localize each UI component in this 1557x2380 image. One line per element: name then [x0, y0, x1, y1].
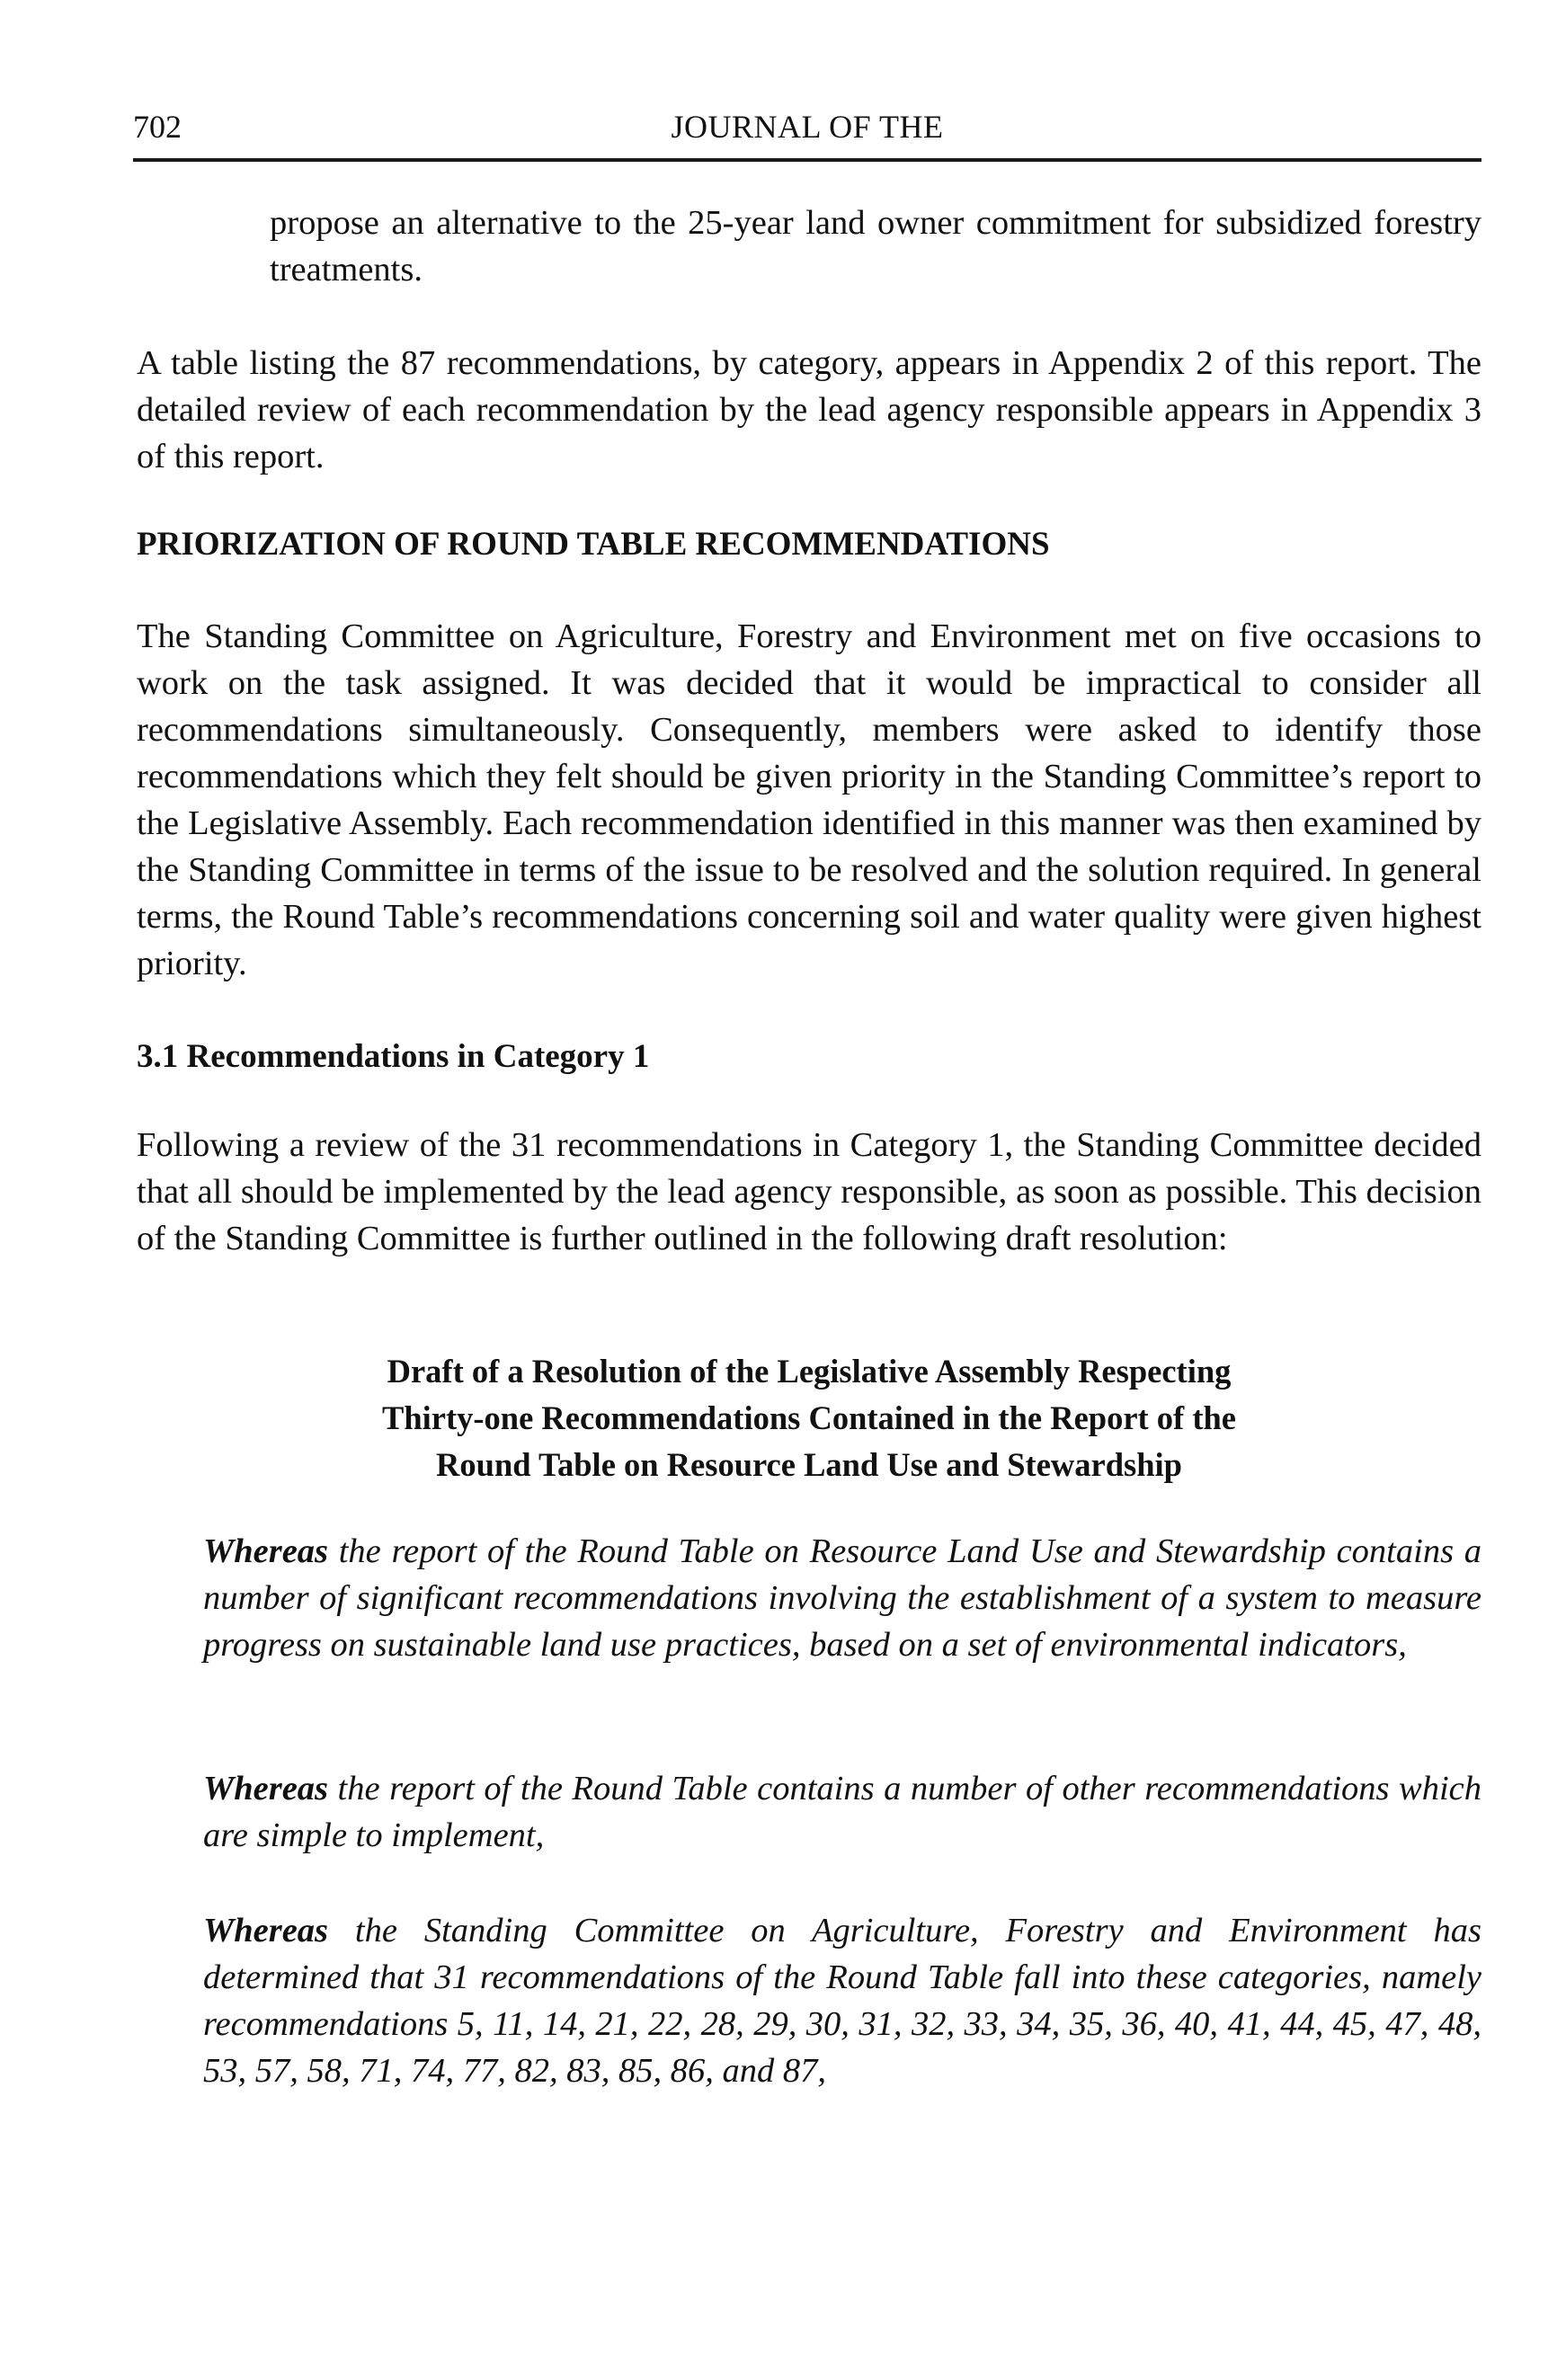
- running-head: JOURNAL OF THE: [671, 109, 944, 145]
- whereas-text: the report of the Round Table on Resource Land Use and Stewardship contains a number of significant recommendations involving the establishment of a system to measure progress on sustainable land use practices, based on a set of environmental indicators,: [203, 1532, 1481, 1664]
- resolution-title-line-1: Draft of a Resolution of the Legislative Assembly Respecting: [387, 1353, 1232, 1390]
- resolution-title-line-2: Thirty-one Recommendations Contained in the Report of the: [382, 1399, 1236, 1436]
- whereas-keyword: Whereas: [203, 1912, 329, 1949]
- whereas-clause-2: [203, 1765, 1481, 1859]
- intro-continuation: propose an alternative to the 25-year land owner commitment for subsidized forestry treatments.: [270, 204, 1481, 289]
- whereas-keyword: Whereas: [203, 1770, 329, 1807]
- whereas-clause-3: [203, 1907, 1481, 2094]
- resolution-title-line-3: Round Table on Resource Land Use and Stewardship: [436, 1446, 1182, 1483]
- page-header: [133, 108, 1481, 162]
- appendix-paragraph: A table listing the 87 recommendations, by category, appears in Appendix 2 of this report. The detailed review of each recommendation by the lead agency responsible appears in Appendix 3 of this report.: [137, 344, 1481, 475]
- whereas-text: the report of the Round Table contains a number of other recommendations which are simple to implement,: [203, 1770, 1481, 1854]
- committee-paragraph: The Standing Committee on Agriculture, Forestry and Environment met on five occasions to work on the task assigned. It was decided that it would be impractical to consider all recommendations simultaneously. Consequently, members were asked to identify those recommendations which they felt should be given priority in the Standing Committee’s report to the Legislative Assembly. Each recommendation identified in this manner was then examined by the Standing Committee in terms of the issue to be resolved and the solution required. In general terms, the Round Table’s recommendations concerning soil and water quality were given highest priority.: [137, 617, 1481, 982]
- page-number: 702: [133, 109, 182, 145]
- category-paragraph: Following a review of the 31 recommendations in Category 1, the Standing Committee decided that all should be implemented by the lead agency responsible, as soon as possible. This decision of the Standing Committee is further outlined in the following draft resolution:: [137, 1126, 1481, 1257]
- whereas-text: the Standing Committee on Agriculture, Forestry and Environment has determined that 31 recommendations of the Round Table fall into these categories, namely recommendations 5, 11, 14, 21, 22, 28, 29, 30, 31, 32, 33, 34, 35, 36, 40, 41, 44, 45, 47, 48, 53, 57, 58, 71, 74, 77, 82, 83, 85, 86, and 87,: [203, 1912, 1481, 2090]
- resolution-title: [137, 1348, 1481, 1488]
- subsection-heading: 3.1 Recommendations in Category 1: [137, 1038, 650, 1075]
- whereas-keyword: Whereas: [203, 1532, 329, 1570]
- whereas-clause-1: [203, 1528, 1481, 1668]
- section-heading: PRIORIZATION OF ROUND TABLE RECOMMENDATIONS: [137, 526, 1050, 563]
